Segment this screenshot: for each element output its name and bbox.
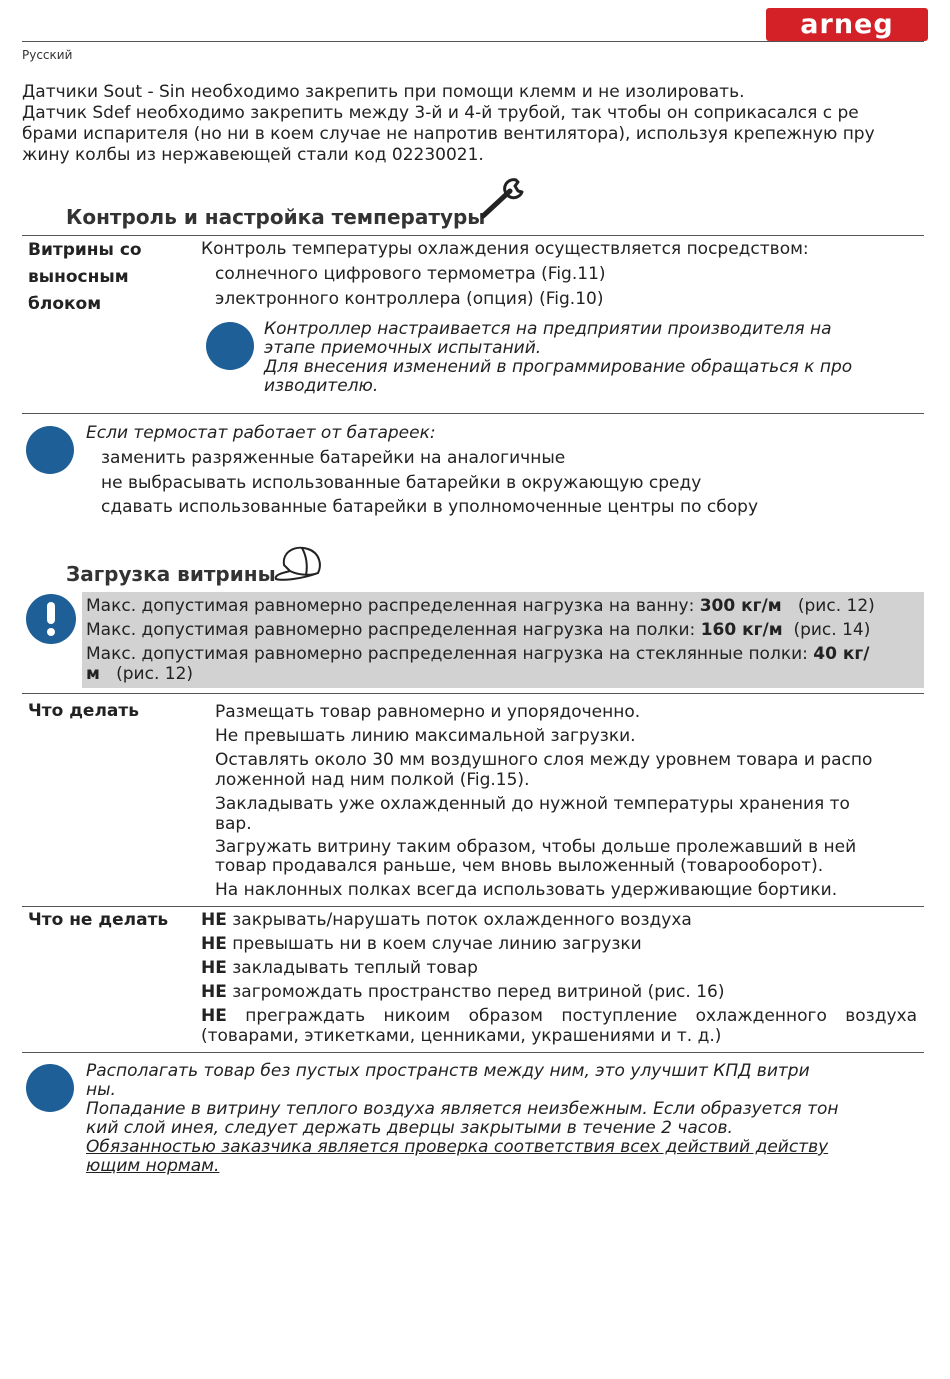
- warning-line: Макс. допустимая равномерно распределенная нагрузка на стеклянные полки: 40 кг/: [86, 644, 870, 664]
- do-line: Закладывать уже охлажденный до нужной температуры хранения то: [215, 794, 850, 814]
- do-line: Не превышать линию максимальной загрузки.: [215, 726, 636, 746]
- do-line: Оставлять около 30 мм воздушного слоя между уровнем товара и распо: [215, 750, 873, 770]
- do-line: Размещать товар равномерно и упорядоченно.: [215, 702, 641, 722]
- info-icon: [26, 1064, 74, 1112]
- note-line: Контроллер настраивается на предприятии производителя на: [264, 319, 832, 339]
- battery-item: заменить разряженные батарейки на аналогичные: [101, 448, 566, 468]
- final-note-line: Попадание в витрину теплого воздуха является неизбежным. Если образуется тон: [86, 1099, 839, 1119]
- warning-exclamation-icon: [26, 594, 76, 644]
- row-label-remote: Витрины со выносным блоком: [28, 240, 142, 314]
- battery-item: не выбрасывать использованные батарейки в окружающую среду: [101, 473, 702, 493]
- dont-line: НЕ закрывать/нарушать поток охлажденного воздуха: [201, 910, 692, 930]
- section-rule: [22, 693, 924, 694]
- final-note-line: кий слой инея, следует держать дверцы закрытыми в течение 2 часов.: [86, 1118, 733, 1138]
- battery-item: сдавать использованные батарейки в уполномоченные центры по сбору: [101, 497, 758, 517]
- temp-line: электронного контроллера (опция) (Fig.10): [215, 289, 604, 309]
- cap-icon: [272, 543, 326, 583]
- dont-line: НЕ закладывать теплый товар: [201, 958, 478, 978]
- final-note-line: ны.: [86, 1080, 116, 1100]
- intro-line: жину колбы из нержавеющей стали код 02230021.: [22, 145, 484, 165]
- do-line: На наклонных полках всегда использовать удерживающие бортики.: [215, 880, 838, 900]
- temp-line: Контроль температуры охлаждения осуществляется посредством:: [201, 239, 809, 259]
- section-rule: [22, 235, 924, 236]
- intro-line: Датчик Sdef необходимо закрепить между 3-й и 4-й трубой, так чтобы он соприкасался с ре: [22, 103, 859, 123]
- row-label-dont: Что не делать: [28, 910, 169, 930]
- warning-line: м (рис. 12): [86, 664, 194, 684]
- dont-line: (товарами, этикетками, ценниками, украшениями и т. д.): [201, 1026, 722, 1046]
- do-line: товар продавался раньше, чем вновь выложенный (товарооборот).: [215, 856, 824, 876]
- intro-line: брами испарителя (но ни в коем случае не напротив вентилятора), используя крепежную пру: [22, 124, 875, 144]
- warning-line: Макс. допустимая равномерно распределенная нагрузка на ванну: 300 кг/м (рис. 12): [86, 596, 875, 616]
- language-label: Русский: [22, 48, 73, 62]
- warning-line: Макс. допустимая равномерно распределенная нагрузка на полки: 160 кг/м (рис. 14): [86, 620, 871, 640]
- info-icon: [26, 426, 74, 474]
- do-line: ложенной над ним полкой (Fig.15).: [215, 770, 530, 790]
- do-line: Загружать витрину таким образом, чтобы дольше пролежавший в ней: [215, 837, 857, 857]
- section-title-loading: Загрузка витрины: [66, 562, 276, 586]
- note-line: Для внесения изменений в программирование обращаться к про: [264, 357, 853, 377]
- note-line: этапе приемочных испытаний.: [264, 338, 542, 358]
- dont-line: НЕ загромождать пространство перед витриной (рис. 16): [201, 982, 725, 1002]
- brand-logo: arneg: [766, 8, 928, 41]
- final-note-line: ющим нормам.: [86, 1156, 220, 1176]
- battery-note-title: Если термостат работает от батареек:: [86, 423, 436, 443]
- intro-line: Датчики Sout - Sin необходимо закрепить при помощи клемм и не изолировать.: [22, 82, 745, 102]
- dont-line: НЕ преграждать никоим образом поступление охлажденного воздуха: [201, 1006, 917, 1026]
- row-label-do: Что делать: [28, 701, 139, 721]
- section-rule: [22, 413, 924, 414]
- wrench-icon: [476, 176, 528, 224]
- final-note-line: Располагать товар без пустых пространств между ним, это улучшит КПД витри: [86, 1061, 810, 1081]
- do-line: вар.: [215, 814, 252, 834]
- temp-line: солнечного цифрового термометра (Fig.11): [215, 264, 606, 284]
- note-line: изводителю.: [264, 376, 379, 396]
- section-rule: [22, 1052, 924, 1053]
- final-note-line: Обязанностью заказчика является проверка соответствия всех действий действу: [86, 1137, 829, 1157]
- section-title-temperature: Контроль и настройка температуры: [66, 205, 486, 229]
- info-icon: [206, 322, 254, 370]
- dont-line: НЕ превышать ни в коем случае линию загрузки: [201, 934, 642, 954]
- header-rule: [22, 41, 924, 42]
